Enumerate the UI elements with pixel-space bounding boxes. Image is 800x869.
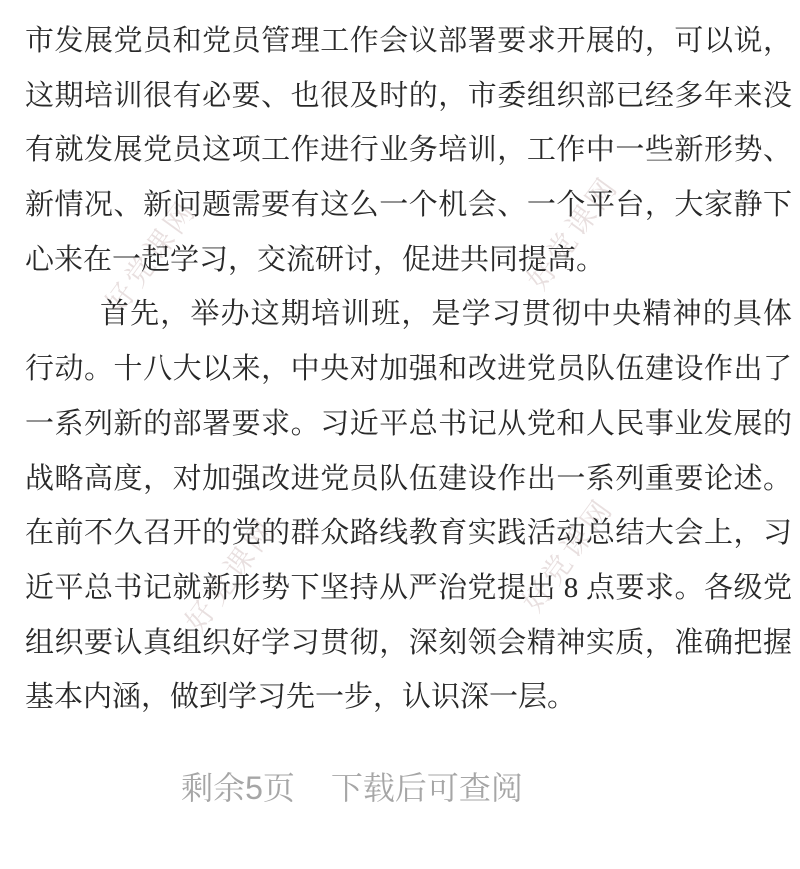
document-text xyxy=(25,14,792,725)
text-line: 一系列新的部署要求。习近平总书记从党和人民事业发展的 xyxy=(25,407,792,440)
text-line: 市发展党员和党员管理工作会议部署要求开展的，可以说， xyxy=(25,25,792,57)
text-line: 心来在一起学习，交流研讨，促进共同提高。 xyxy=(25,243,606,276)
text-line: 这期培训很有必要、也很及时的，市委组织部已经多年来没 xyxy=(25,79,792,112)
watermark-text: 好党课网 xyxy=(179,512,284,638)
watermark-text: 好党课网 xyxy=(99,194,204,320)
text-line: 组织要认真组织好学习贯彻，深刻领会精神实质，准确把握 xyxy=(25,626,792,659)
text-line: 基本内涵，做到学习先一步，认识深一层。 xyxy=(25,681,577,714)
watermark-text: 好党课网 xyxy=(521,170,626,296)
text-line: 在前不久召开的党的群众路线教育实践活动总结大会上，习 xyxy=(25,517,792,550)
text-line: 行动。十八大以来，中央对加强和改进党员队伍建设作出了 xyxy=(25,353,792,386)
page-footer xyxy=(0,768,704,808)
text-line: 近平总书记就新形势下坚持从严治党提出 8 点要求。各级党 xyxy=(25,571,792,604)
download-hint-label: 下载后可查阅 xyxy=(330,770,523,806)
watermark-text: 好党课网 xyxy=(516,492,621,618)
text-line: 首先，举办这期培训班，是学习贯彻中央精神的具体 xyxy=(100,298,792,331)
pages-remaining-label: 剩余5页 xyxy=(181,770,295,806)
text-line: 新情况、新问题需要有这么一个机会、一个平台，大家静下 xyxy=(25,189,792,222)
text-line: 战略高度，对加强改进党员队伍建设作出一系列重要论述。 xyxy=(25,462,792,495)
text-line: 有就发展党员这项工作进行业务培训，工作中一些新形势、 xyxy=(25,134,792,167)
